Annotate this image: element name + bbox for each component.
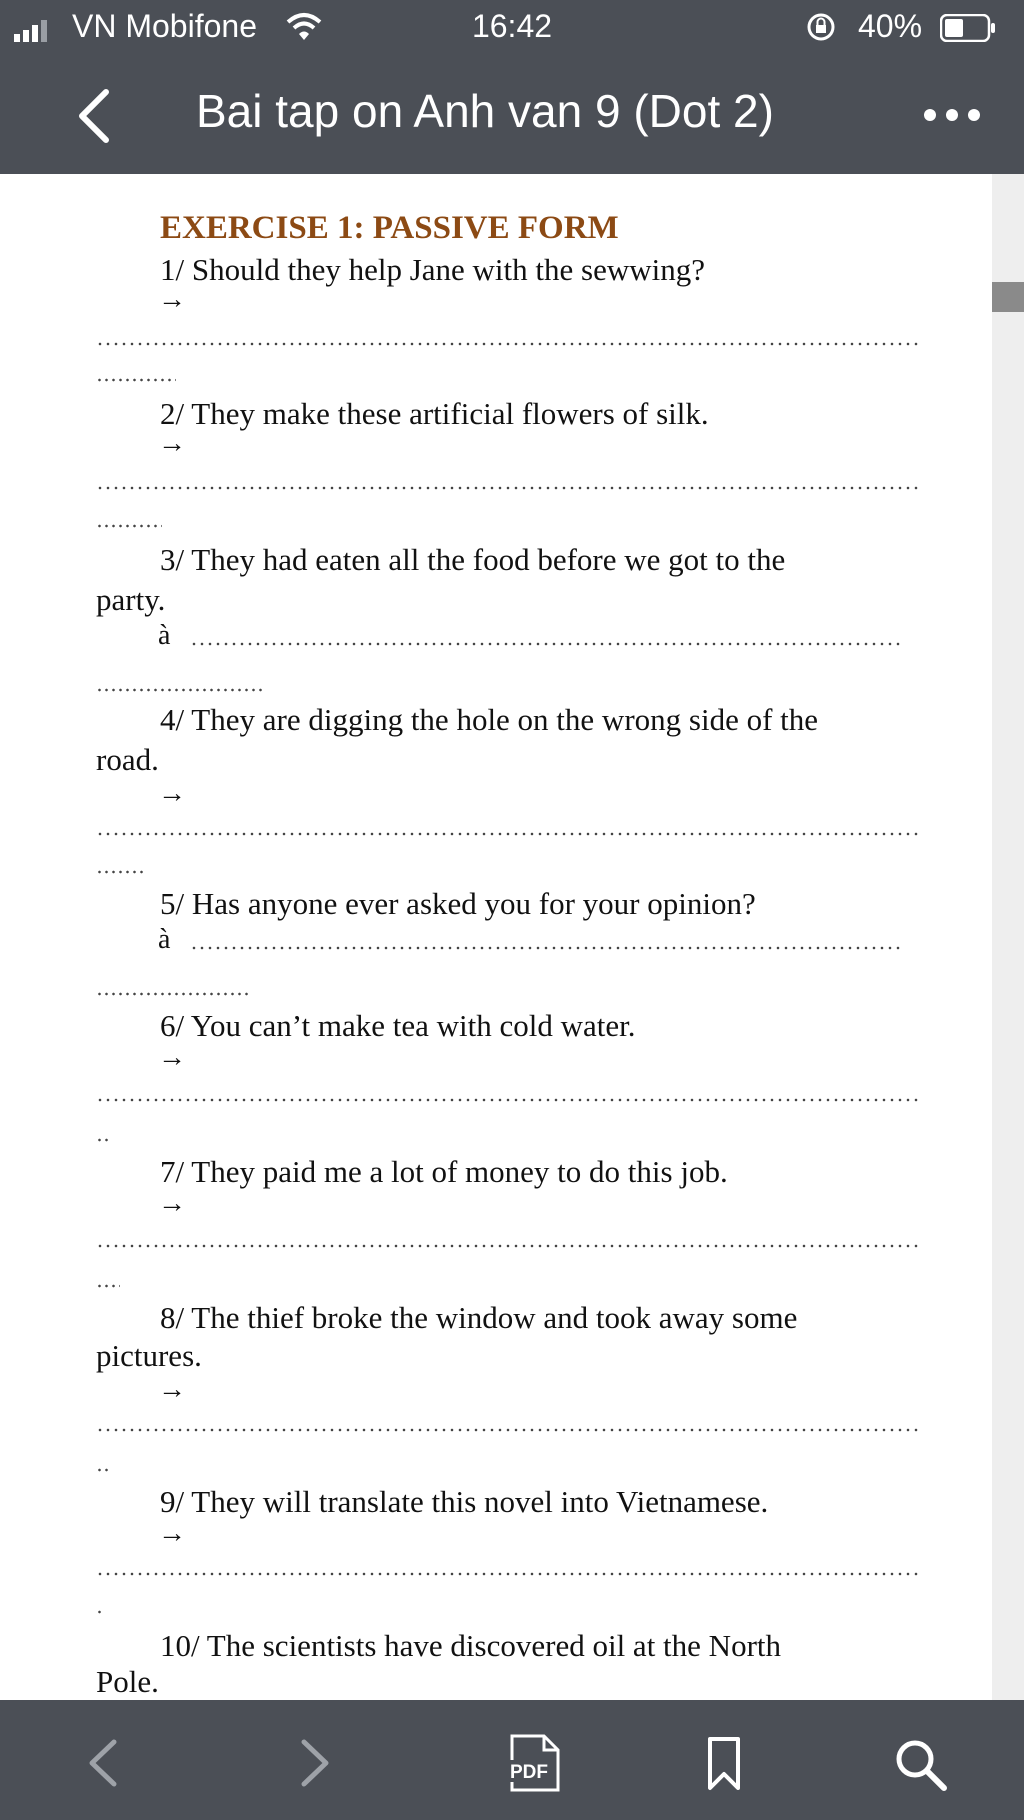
navigation-bar <box>0 56 1024 174</box>
orientation-lock-icon <box>806 12 836 42</box>
clock: 16:42 <box>471 8 553 44</box>
pdf-label: PDF <box>510 1762 548 1783</box>
answer-line-continuation <box>96 870 146 874</box>
answer-line <box>96 1098 922 1102</box>
battery-icon <box>940 14 996 42</box>
answer-line <box>190 946 900 950</box>
carrier-name: VN Mobifone <box>72 8 257 44</box>
question-8: 8/ The thief broke the window and took away some <box>160 1300 798 1335</box>
next-page-button[interactable] <box>294 1738 334 1788</box>
answer-marker-6: → <box>158 1042 186 1073</box>
answer-marker-4: → <box>158 778 186 809</box>
page-title: Bai tap on Anh van 9 (Dot 2) <box>196 85 774 137</box>
exercise-heading: EXERCISE 1: PASSIVE FORM <box>160 210 619 246</box>
answer-line <box>96 1428 922 1432</box>
answer-line <box>96 486 922 490</box>
answer-marker-3: à <box>158 620 171 651</box>
question-4: 4/ They are digging the hole on the wrong side of the <box>160 702 819 737</box>
question-5: 5/ Has anyone ever asked you for your opinion? <box>160 886 756 921</box>
question-3-continued: party. <box>96 582 166 617</box>
answer-line-continuation <box>96 1138 112 1142</box>
answer-line <box>96 1572 922 1576</box>
search-button[interactable] <box>892 1736 948 1792</box>
battery-percent: 40% <box>858 8 923 44</box>
answer-line <box>190 642 900 646</box>
question-3: 3/ They had eaten all the food before we got to the <box>160 542 786 577</box>
answer-line-continuation <box>96 524 162 528</box>
answer-line <box>96 1244 922 1248</box>
answer-line <box>96 342 922 346</box>
answer-marker-1: → <box>158 284 186 315</box>
answer-line-continuation <box>96 992 252 996</box>
answer-line-continuation <box>96 378 176 382</box>
answer-marker-5: à <box>158 924 171 955</box>
bottom-toolbar <box>0 1700 1024 1820</box>
question-10-continued: Pole. <box>96 1664 159 1699</box>
pdf-button[interactable] <box>506 1734 562 1792</box>
scrollbar-track[interactable] <box>992 174 1024 1700</box>
question-10: 10/ The scientists have discovered oil at the North <box>160 1628 781 1663</box>
answer-line <box>96 832 922 836</box>
answer-marker-8: → <box>158 1374 186 1405</box>
answer-marker-7: → <box>158 1188 186 1219</box>
answer-line-continuation <box>96 1284 120 1288</box>
bookmark-button[interactable] <box>706 1736 742 1792</box>
previous-page-button[interactable] <box>84 1738 124 1788</box>
more-options-button[interactable] <box>916 100 996 130</box>
answer-line-continuation <box>96 1610 104 1614</box>
status-bar <box>0 0 1024 56</box>
question-6: 6/ You can’t make tea with cold water. <box>160 1008 636 1043</box>
document-viewer[interactable] <box>0 174 992 1700</box>
question-2: 2/ They make these artificial flowers of silk. <box>160 396 709 431</box>
back-button[interactable] <box>70 86 120 146</box>
question-1: 1/ Should they help Jane with the sewwing? <box>160 252 705 287</box>
answer-marker-9: → <box>158 1518 186 1549</box>
scrollbar-thumb[interactable] <box>992 282 1024 312</box>
question-9: 9/ They will translate this novel into Vietnamese. <box>160 1484 769 1519</box>
answer-marker-2: → <box>158 428 186 459</box>
answer-line-continuation <box>96 688 266 692</box>
question-4-continued: road. <box>96 742 159 777</box>
answer-line-continuation <box>96 1468 112 1472</box>
question-8-continued: pictures. <box>96 1338 202 1373</box>
question-7: 7/ They paid me a lot of money to do this job. <box>160 1154 728 1189</box>
